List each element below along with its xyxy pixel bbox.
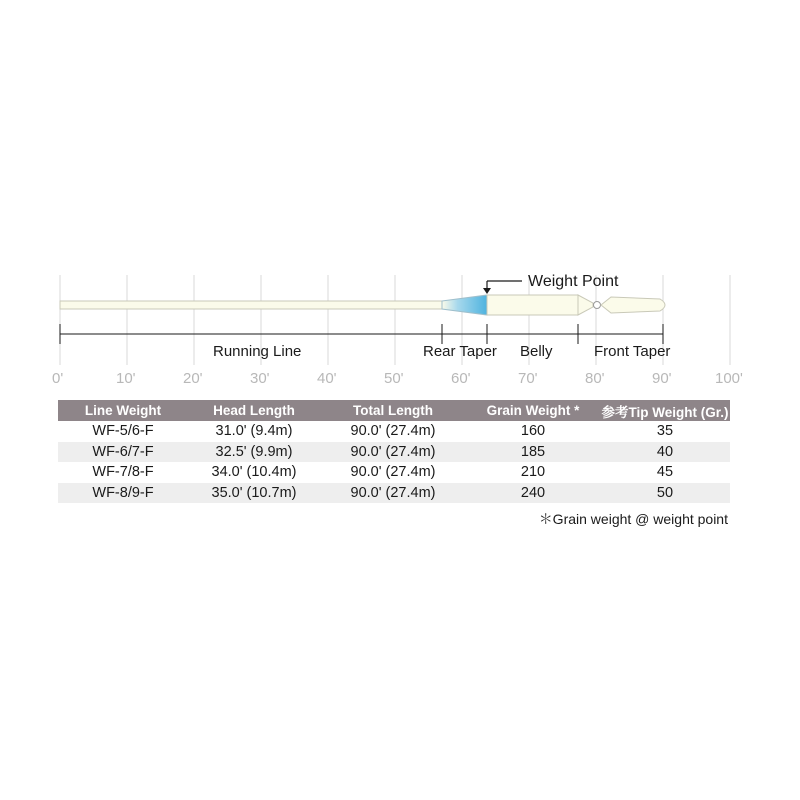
belly-shape bbox=[487, 295, 578, 315]
column-header-total-length: Total Length bbox=[320, 400, 466, 421]
ruler-tick-label: 90' bbox=[652, 370, 672, 387]
front-taper-shape bbox=[578, 295, 593, 315]
ruler-tick-label: 40' bbox=[317, 370, 337, 387]
front-taper-label: Front Taper bbox=[594, 343, 671, 360]
cell-head-length: 31.0' (9.4m) bbox=[188, 421, 320, 442]
cell-total-length: 90.0' (27.4m) bbox=[320, 483, 466, 504]
cell-tip-weight: 40 bbox=[600, 442, 730, 463]
ruler-tick-label: 100' bbox=[715, 370, 743, 387]
column-header-head-length: Head Length bbox=[188, 400, 320, 421]
ruler-tick-label: 80' bbox=[585, 370, 605, 387]
ruler-tick-label: 0' bbox=[52, 370, 64, 387]
running-line-shape bbox=[60, 301, 442, 309]
grain-weight-footnote: ＊Grain weight @ weight point bbox=[538, 511, 728, 527]
cell-line-weight: WF-6/7-F bbox=[58, 442, 188, 463]
running-line-label: Running Line bbox=[213, 343, 302, 360]
rear-taper-label: Rear Taper bbox=[423, 343, 497, 360]
cell-head-length: 35.0' (10.7m) bbox=[188, 483, 320, 504]
spec-table bbox=[58, 400, 730, 503]
cell-grain-weight: 210 bbox=[466, 462, 600, 483]
ruler-tick-label: 70' bbox=[518, 370, 538, 387]
arrow-down-icon bbox=[483, 288, 491, 294]
cell-total-length: 90.0' (27.4m) bbox=[320, 442, 466, 463]
cell-line-weight: WF-5/6-F bbox=[58, 421, 188, 442]
weight-point-marker bbox=[483, 273, 619, 294]
belly-label: Belly bbox=[520, 343, 553, 360]
table-row bbox=[58, 462, 730, 483]
ruler-tick-label: 10' bbox=[116, 370, 136, 387]
cell-total-length: 90.0' (27.4m) bbox=[320, 421, 466, 442]
cell-line-weight: WF-8/9-F bbox=[58, 483, 188, 504]
cell-grain-weight: 160 bbox=[466, 421, 600, 442]
ruler-tick-label: 50' bbox=[384, 370, 404, 387]
dimension-line bbox=[60, 324, 663, 344]
cell-head-length: 34.0' (10.4m) bbox=[188, 462, 320, 483]
table-row bbox=[58, 442, 730, 463]
cell-tip-weight: 50 bbox=[600, 483, 730, 504]
cell-grain-weight: 185 bbox=[466, 442, 600, 463]
tip-section-shape bbox=[601, 297, 665, 313]
tip-loop-connector bbox=[594, 302, 601, 309]
rear-taper-shape bbox=[442, 295, 487, 315]
table-header-row bbox=[58, 400, 730, 421]
table-row bbox=[58, 483, 730, 504]
ruler-tick-label: 60' bbox=[451, 370, 471, 387]
column-header-tip-weight: 参考Tip Weight (Gr.) bbox=[600, 400, 730, 421]
cell-line-weight: WF-7/8-F bbox=[58, 462, 188, 483]
cell-tip-weight: 45 bbox=[600, 462, 730, 483]
weight-point-label: Weight Point bbox=[528, 273, 619, 290]
cell-tip-weight: 35 bbox=[600, 421, 730, 442]
ruler-tick-label: 20' bbox=[183, 370, 203, 387]
ruler-tick-label: 30' bbox=[250, 370, 270, 387]
cell-total-length: 90.0' (27.4m) bbox=[320, 462, 466, 483]
column-header-grain-weight: Grain Weight * bbox=[466, 400, 600, 421]
cell-head-length: 32.5' (9.9m) bbox=[188, 442, 320, 463]
column-header-line-weight: Line Weight bbox=[58, 400, 188, 421]
table-row bbox=[58, 421, 730, 442]
cell-grain-weight: 240 bbox=[466, 483, 600, 504]
